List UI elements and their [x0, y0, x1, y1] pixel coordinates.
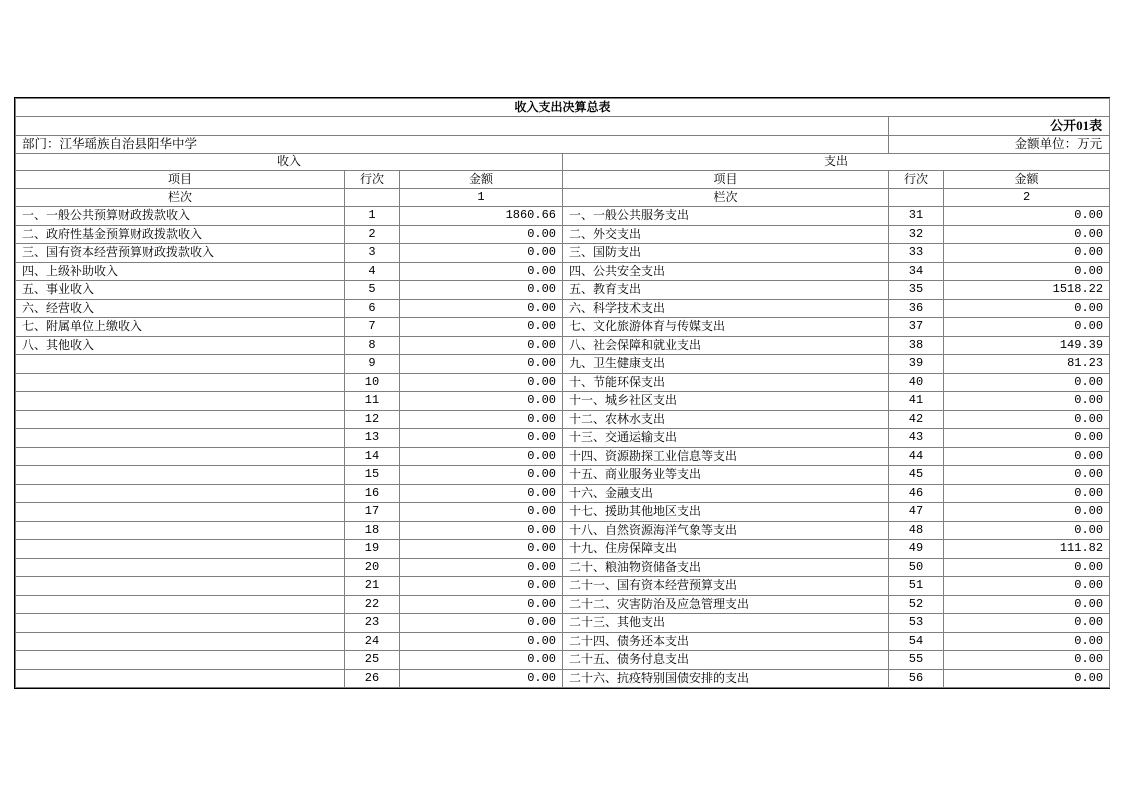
income-amount-cell: 0.00	[400, 484, 563, 503]
table-row	[16, 447, 1110, 466]
income-amount-cell: 0.00	[400, 262, 563, 281]
expense-line-cell: 46	[889, 484, 944, 503]
expense-line-cell: 41	[889, 392, 944, 411]
table-row	[16, 651, 1110, 670]
expense-item-cell: 二十一、国有资本经营预算支出	[563, 577, 889, 596]
income-item-cell	[16, 614, 345, 633]
income-line-cell: 20	[345, 558, 400, 577]
expense-amount-cell: 0.00	[944, 262, 1110, 281]
expense-item-cell: 十九、住房保障支出	[563, 540, 889, 559]
expense-col-header-item: 项目	[563, 171, 889, 189]
income-item-cell	[16, 577, 345, 596]
expense-item-cell: 二十四、债务还本支出	[563, 632, 889, 651]
table-row	[16, 521, 1110, 540]
column-header-row	[16, 171, 1110, 189]
expense-item-cell: 七、文化旅游体育与传媒支出	[563, 318, 889, 337]
expense-line-cell: 32	[889, 225, 944, 244]
income-amount-cell: 0.00	[400, 373, 563, 392]
income-amount-cell: 0.00	[400, 392, 563, 411]
expense-amount-cell: 0.00	[944, 558, 1110, 577]
unit-label: 金额单位：万元	[889, 136, 1110, 154]
expense-item-cell: 五、教育支出	[563, 281, 889, 300]
expense-line-cell: 56	[889, 669, 944, 688]
table-row	[16, 466, 1110, 485]
income-item-cell	[16, 651, 345, 670]
expense-line-cell: 43	[889, 429, 944, 448]
expense-amount-cell: 0.00	[944, 521, 1110, 540]
expense-line-cell: 42	[889, 410, 944, 429]
income-line-cell: 24	[345, 632, 400, 651]
income-amount-cell: 0.00	[400, 669, 563, 688]
income-item-cell	[16, 503, 345, 522]
income-line-cell: 21	[345, 577, 400, 596]
income-amount-cell: 0.00	[400, 336, 563, 355]
income-lanci-spacer	[345, 189, 400, 207]
expense-item-cell: 九、卫生健康支出	[563, 355, 889, 374]
expense-col-header-amount: 金额	[944, 171, 1110, 189]
expense-amount-cell: 0.00	[944, 410, 1110, 429]
table-row	[16, 669, 1110, 688]
income-amount-cell: 0.00	[400, 466, 563, 485]
expense-amount-cell: 0.00	[944, 207, 1110, 226]
expense-line-cell: 34	[889, 262, 944, 281]
income-col-header-item: 项目	[16, 171, 345, 189]
income-item-cell	[16, 392, 345, 411]
expense-line-cell: 55	[889, 651, 944, 670]
expense-line-cell: 36	[889, 299, 944, 318]
expense-item-cell: 十三、交通运输支出	[563, 429, 889, 448]
income-item-cell: 六、经营收入	[16, 299, 345, 318]
table-title-row	[16, 99, 1110, 117]
expense-lanci-spacer	[889, 189, 944, 207]
table-row	[16, 540, 1110, 559]
expense-amount-cell: 0.00	[944, 466, 1110, 485]
expense-amount-cell: 111.82	[944, 540, 1110, 559]
income-amount-cell: 0.00	[400, 521, 563, 540]
income-amount-cell: 0.00	[400, 503, 563, 522]
income-line-cell: 15	[345, 466, 400, 485]
expense-amount-cell: 149.39	[944, 336, 1110, 355]
income-line-cell: 11	[345, 392, 400, 411]
income-amount-cell: 0.00	[400, 632, 563, 651]
expense-amount-cell: 0.00	[944, 503, 1110, 522]
expense-line-cell: 54	[889, 632, 944, 651]
expense-line-cell: 52	[889, 595, 944, 614]
income-amount-cell: 0.00	[400, 651, 563, 670]
expense-line-cell: 35	[889, 281, 944, 300]
income-amount-cell: 0.00	[400, 595, 563, 614]
income-line-cell: 26	[345, 669, 400, 688]
table-row	[16, 373, 1110, 392]
table-row	[16, 244, 1110, 263]
income-amount-cell: 0.00	[400, 225, 563, 244]
income-lanci-value: 1	[400, 189, 563, 207]
table-row	[16, 225, 1110, 244]
expense-line-cell: 45	[889, 466, 944, 485]
table-code-label: 公开01表	[889, 117, 1110, 136]
income-item-cell	[16, 558, 345, 577]
income-col-header-line: 行次	[345, 171, 400, 189]
expense-amount-cell: 0.00	[944, 484, 1110, 503]
expense-line-cell: 37	[889, 318, 944, 337]
expense-line-cell: 51	[889, 577, 944, 596]
income-amount-cell: 0.00	[400, 281, 563, 300]
income-line-cell: 14	[345, 447, 400, 466]
expense-item-cell: 六、科学技术支出	[563, 299, 889, 318]
income-line-cell: 17	[345, 503, 400, 522]
income-item-cell: 一、一般公共预算财政拨款收入	[16, 207, 345, 226]
expense-item-cell: 二十、粮油物资储备支出	[563, 558, 889, 577]
income-item-cell	[16, 429, 345, 448]
expense-line-cell: 50	[889, 558, 944, 577]
expense-amount-cell: 0.00	[944, 651, 1110, 670]
income-item-cell	[16, 595, 345, 614]
table-row	[16, 318, 1110, 337]
table-row	[16, 355, 1110, 374]
expense-item-cell: 二十二、灾害防治及应急管理支出	[563, 595, 889, 614]
expense-amount-cell: 0.00	[944, 299, 1110, 318]
income-amount-cell: 0.00	[400, 577, 563, 596]
table-row	[16, 614, 1110, 633]
table-row	[16, 336, 1110, 355]
department-row	[16, 136, 1110, 154]
income-item-cell	[16, 466, 345, 485]
income-line-cell: 4	[345, 262, 400, 281]
table-row	[16, 632, 1110, 651]
income-item-cell	[16, 355, 345, 374]
income-line-cell: 2	[345, 225, 400, 244]
income-item-cell: 五、事业收入	[16, 281, 345, 300]
income-amount-cell: 0.00	[400, 540, 563, 559]
expense-item-cell: 二十三、其他支出	[563, 614, 889, 633]
expense-amount-cell: 0.00	[944, 669, 1110, 688]
expense-item-cell: 一、一般公共服务支出	[563, 207, 889, 226]
income-line-cell: 16	[345, 484, 400, 503]
income-line-cell: 23	[345, 614, 400, 633]
expense-item-cell: 八、社会保障和就业支出	[563, 336, 889, 355]
table-row	[16, 392, 1110, 411]
expense-item-cell: 十、节能环保支出	[563, 373, 889, 392]
expense-amount-cell: 0.00	[944, 244, 1110, 263]
income-amount-cell: 0.00	[400, 558, 563, 577]
income-item-cell	[16, 540, 345, 559]
income-line-cell: 8	[345, 336, 400, 355]
expense-line-cell: 39	[889, 355, 944, 374]
expense-amount-cell: 81.23	[944, 355, 1110, 374]
income-item-cell: 二、政府性基金预算财政拨款收入	[16, 225, 345, 244]
expense-amount-cell: 0.00	[944, 225, 1110, 244]
table-row	[16, 262, 1110, 281]
table-row	[16, 484, 1110, 503]
income-item-cell	[16, 373, 345, 392]
income-line-cell: 3	[345, 244, 400, 263]
expense-item-cell: 三、国防支出	[563, 244, 889, 263]
expense-amount-cell: 0.00	[944, 447, 1110, 466]
income-line-cell: 5	[345, 281, 400, 300]
table-row	[16, 595, 1110, 614]
expense-item-cell: 十一、城乡社区支出	[563, 392, 889, 411]
income-item-cell: 三、国有资本经营预算财政拨款收入	[16, 244, 345, 263]
income-amount-cell: 0.00	[400, 447, 563, 466]
income-line-cell: 12	[345, 410, 400, 429]
expense-line-cell: 47	[889, 503, 944, 522]
section-header-row	[16, 154, 1110, 171]
department-label: 部门：江华瑶族自治县阳华中学	[16, 136, 889, 154]
table-code-row	[16, 117, 1110, 136]
expense-item-cell: 二十五、债务付息支出	[563, 651, 889, 670]
income-line-cell: 6	[345, 299, 400, 318]
income-line-cell: 10	[345, 373, 400, 392]
page-title: 收入支出决算总表	[16, 99, 1110, 117]
income-item-cell	[16, 447, 345, 466]
expense-amount-cell: 0.00	[944, 429, 1110, 448]
income-amount-cell: 0.00	[400, 410, 563, 429]
expense-item-cell: 二、外交支出	[563, 225, 889, 244]
expense-item-cell: 二十六、抗疫特别国债安排的支出	[563, 669, 889, 688]
expense-line-cell: 38	[889, 336, 944, 355]
table-row	[16, 281, 1110, 300]
income-line-cell: 7	[345, 318, 400, 337]
expense-amount-cell: 0.00	[944, 595, 1110, 614]
expense-item-cell: 十四、资源勘探工业信息等支出	[563, 447, 889, 466]
income-amount-cell: 0.00	[400, 244, 563, 263]
income-item-cell	[16, 484, 345, 503]
expense-lanci-value: 2	[944, 189, 1110, 207]
expense-line-cell: 49	[889, 540, 944, 559]
expense-amount-cell: 0.00	[944, 373, 1110, 392]
income-lanci-label: 栏次	[16, 189, 345, 207]
expense-amount-cell: 0.00	[944, 577, 1110, 596]
expense-line-cell: 44	[889, 447, 944, 466]
expense-line-cell: 40	[889, 373, 944, 392]
income-line-cell: 22	[345, 595, 400, 614]
expense-item-cell: 十八、自然资源海洋气象等支出	[563, 521, 889, 540]
expense-amount-cell: 0.00	[944, 318, 1110, 337]
table-row	[16, 299, 1110, 318]
income-item-cell	[16, 410, 345, 429]
income-line-cell: 19	[345, 540, 400, 559]
expense-item-cell: 十五、商业服务业等支出	[563, 466, 889, 485]
expense-line-cell: 53	[889, 614, 944, 633]
income-item-cell: 七、附属单位上缴收入	[16, 318, 345, 337]
expense-amount-cell: 0.00	[944, 392, 1110, 411]
income-line-cell: 25	[345, 651, 400, 670]
table-row	[16, 503, 1110, 522]
income-item-cell: 四、上级补助收入	[16, 262, 345, 281]
income-amount-cell: 0.00	[400, 355, 563, 374]
final-accounts-table	[14, 97, 1110, 689]
income-line-cell: 9	[345, 355, 400, 374]
table-row	[16, 410, 1110, 429]
income-line-cell: 13	[345, 429, 400, 448]
income-item-cell	[16, 632, 345, 651]
income-item-cell: 八、其他收入	[16, 336, 345, 355]
table-row	[16, 558, 1110, 577]
expense-item-cell: 十六、金融支出	[563, 484, 889, 503]
expense-item-cell: 十七、援助其他地区支出	[563, 503, 889, 522]
expense-line-cell: 48	[889, 521, 944, 540]
expense-item-cell: 十二、农林水支出	[563, 410, 889, 429]
income-amount-cell: 1860.66	[400, 207, 563, 226]
income-item-cell	[16, 669, 345, 688]
income-col-header-amount: 金额	[400, 171, 563, 189]
expense-amount-cell: 1518.22	[944, 281, 1110, 300]
expense-col-header-line: 行次	[889, 171, 944, 189]
expense-lanci-label: 栏次	[563, 189, 889, 207]
income-section-header: 收入	[16, 154, 563, 171]
income-line-cell: 18	[345, 521, 400, 540]
code-row-spacer	[16, 117, 889, 136]
income-amount-cell: 0.00	[400, 429, 563, 448]
expense-line-cell: 33	[889, 244, 944, 263]
income-amount-cell: 0.00	[400, 299, 563, 318]
expense-section-header: 支出	[563, 154, 1110, 171]
expense-line-cell: 31	[889, 207, 944, 226]
income-amount-cell: 0.00	[400, 318, 563, 337]
column-index-row	[16, 189, 1110, 207]
table-row	[16, 429, 1110, 448]
table-row	[16, 577, 1110, 596]
income-amount-cell: 0.00	[400, 614, 563, 633]
expense-amount-cell: 0.00	[944, 632, 1110, 651]
expense-item-cell: 四、公共安全支出	[563, 262, 889, 281]
table-row	[16, 207, 1110, 226]
income-line-cell: 1	[345, 207, 400, 226]
income-item-cell	[16, 521, 345, 540]
expense-amount-cell: 0.00	[944, 614, 1110, 633]
